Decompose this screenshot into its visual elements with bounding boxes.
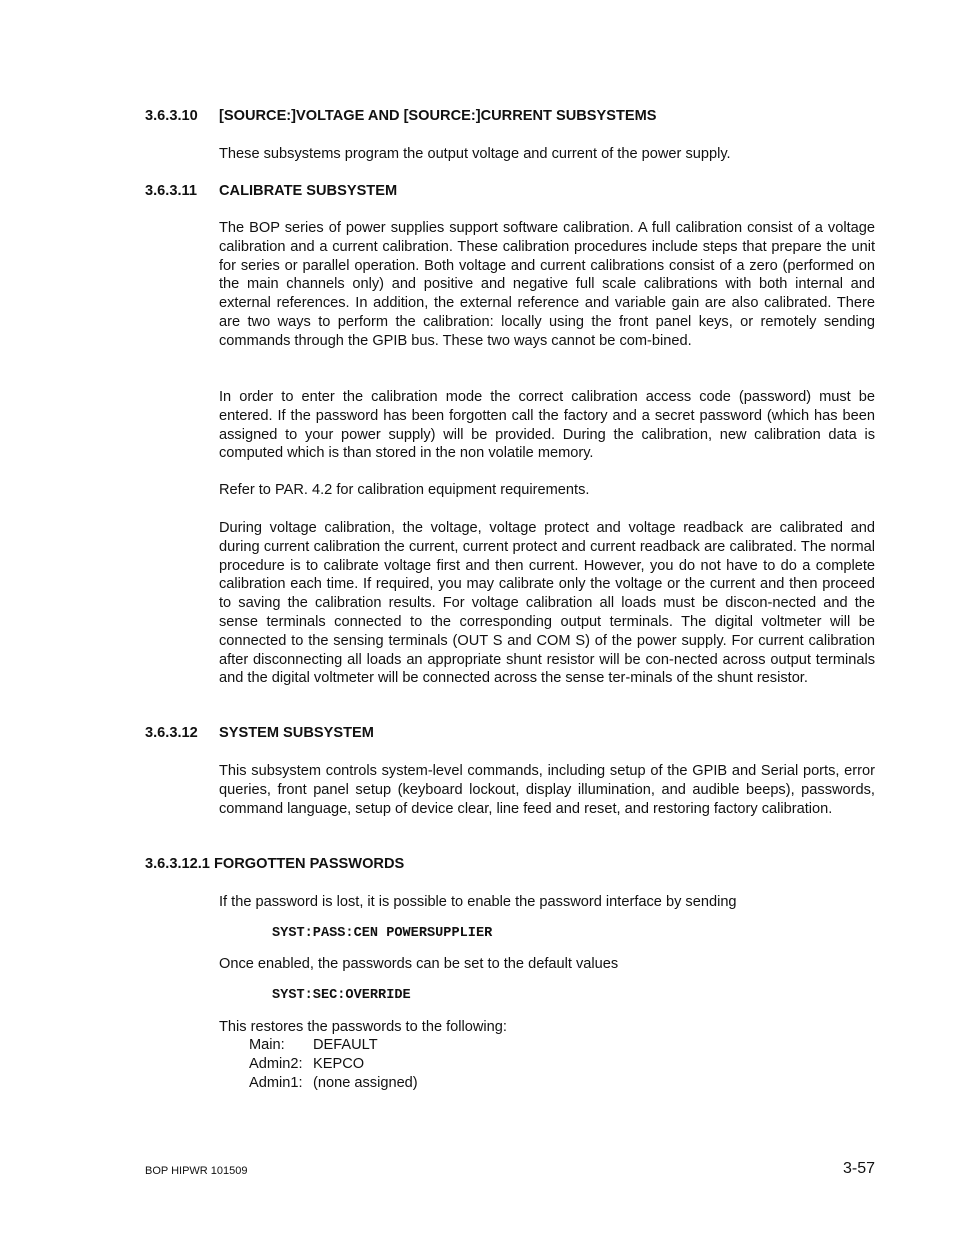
section-heading-3-6-3-11 <box>145 182 397 201</box>
section-number: 3.6.3.12 <box>145 725 198 741</box>
paragraph: In order to enter the calibration mode the correct calibration access code (password) must be entered. If the password has been forgotten call the factory and a secret password (which has been assigned to your power supply) will be provided. During the calibration, new calibration data is computed which is than stored in the non volatile memory. <box>219 389 875 462</box>
password-value: (none assigned) <box>313 1075 418 1091</box>
command-code: SYST:PASS:CEN POWERSUPPLIER <box>272 926 493 941</box>
paragraph: These subsystems program the output voltage and current of the power supply. <box>219 146 731 162</box>
password-row-admin2 <box>249 1055 364 1074</box>
section-heading-3-6-3-12-1: 3.6.3.12.1 FORGOTTEN PASSWORDS <box>145 856 405 872</box>
password-value: KEPCO <box>313 1056 365 1072</box>
paragraph: Refer to PAR. 4.2 for calibration equipment requirements. <box>219 482 590 498</box>
password-label: Admin1: <box>249 1075 303 1091</box>
paragraph: During voltage calibration, the voltage, voltage protect and voltage readback are calibrated and during current calibration the current, current protect and current readback are calibrated. The normal procedure is to calibrate voltage first and then current. However, you do not have to do a complete calibration each time. If required, you may calibrate only the voltage or the current and then proceed to saving the calibration results. For voltage calibration all loads must be discon-nected and the sense terminals connected to the corresponding output terminals. The digital voltmeter will be connected to the sensing terminals (OUT S and COM S) of the power supply. For current calibration after disconnecting all loads an appropriate shunt resistor will be con-nected across output terminals and the digital voltmeter will be connected across the sense ter-minals of the shunt resistor. <box>219 520 875 687</box>
password-label: Admin2: <box>249 1056 303 1072</box>
paragraph: Once enabled, the passwords can be set to the default values <box>219 956 619 972</box>
password-row-admin1 <box>249 1074 418 1093</box>
section-number: 3.6.3.10 <box>145 108 198 124</box>
password-label: Main: <box>249 1037 285 1053</box>
paragraph: This restores the passwords to the following: <box>219 1019 507 1035</box>
password-row-main <box>249 1036 378 1055</box>
section-title: CALIBRATE SUBSYSTEM <box>219 183 398 199</box>
command-code: SYST:SEC:OVERRIDE <box>272 988 411 1003</box>
section-heading-3-6-3-12 <box>145 724 374 743</box>
section-heading-3-6-3-10 <box>145 107 657 126</box>
password-value: DEFAULT <box>313 1037 378 1053</box>
section-number: 3.6.3.11 <box>145 183 197 199</box>
section-title: SYSTEM SUBSYSTEM <box>219 725 374 741</box>
paragraph: If the password is lost, it is possible to enable the password interface by sending <box>219 894 737 910</box>
paragraph: The BOP series of power supplies support software calibration. A full calibration consist of a voltage calibration and a current calibration. These calibration procedures include steps that prepare the unit for series or parallel operation. Both voltage and current calibrations consist of a zero (performed on the main channels only) and positive and negative full scale calibrations with both internal and external references. In addition, the external reference and variable gain are also calibrated. There are two ways to perform the calibration: locally using the front panel keys, or remotely sending commands through the GPIB bus. These two ways cannot be com-bined. <box>219 220 875 349</box>
paragraph: This subsystem controls system-level commands, including setup of the GPIB and Serial ports, error queries, front panel setup (keyboard lockout, display illumination, and audible beeps), passwords, command language, setup of device clear, line feed and reset, and restoring factory calibration. <box>219 763 875 817</box>
page-number: 3-57 <box>842 1160 875 1177</box>
footer-doc-id: BOP HIPWR 101509 <box>145 1165 248 1177</box>
section-title: [SOURCE:]VOLTAGE AND [SOURCE:]CURRENT SUBSYSTEMS <box>219 108 657 124</box>
